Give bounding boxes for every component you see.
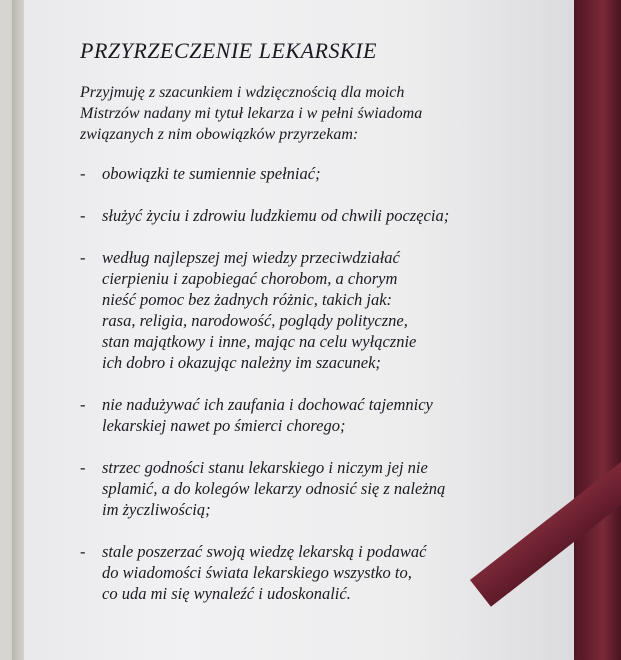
oath-title: PRZYRZECZENIE LEKARSKIE xyxy=(80,38,377,63)
vow-line: stale poszerzać swoją wiedzę lekarską i podawać xyxy=(102,542,427,561)
vow-line: obowiązki te sumiennie spełniać; xyxy=(102,164,321,183)
dash-marker: - xyxy=(80,164,86,183)
oath-text xyxy=(80,38,550,625)
vow-line: im życzliwością; xyxy=(102,500,211,519)
vow-item xyxy=(80,457,550,520)
vow-item xyxy=(80,163,550,184)
dash-marker: - xyxy=(80,395,86,414)
vow-line: co uda mi się wynaleźć i udoskonalić. xyxy=(102,584,351,603)
intro-line: Mistrzów nadany mi tytuł lekarza i w pełni świadoma xyxy=(80,105,423,122)
vow-line: do wiadomości świata lekarskiego wszystko to, xyxy=(102,563,412,582)
dash-marker: - xyxy=(80,542,86,561)
vow-item xyxy=(80,205,550,226)
intro-line: związanych z nim obowiązków przyrzekam: xyxy=(80,126,359,143)
dash-marker: - xyxy=(80,248,86,267)
vow-line: stan majątkowy i inne, mając na celu wyłącznie xyxy=(102,332,417,351)
vow-line: nie nadużywać ich zaufania i dochować tajemnicy xyxy=(102,395,433,414)
vow-line: strzec godności stanu lekarskiego i niczym jej nie xyxy=(102,458,428,477)
vow-line: rasa, religia, narodowość, poglądy polityczne, xyxy=(102,311,408,330)
intro-line: Przyjmuję z szacunkiem i wdzięcznością dla moich xyxy=(80,84,405,101)
vow-line: według najlepszej mej wiedzy przeciwdziałać xyxy=(102,248,400,267)
vow-line: splamić, a do kolegów lekarzy odnosić się z należną xyxy=(102,479,446,498)
dash-marker: - xyxy=(80,206,86,225)
oath-intro xyxy=(80,82,550,145)
vow-item xyxy=(80,541,550,604)
vow-line: nieść pomoc bez żadnych różnic, takich jak: xyxy=(102,290,393,309)
vow-list xyxy=(80,163,550,604)
vow-line: cierpieniu i zapobiegać chorobom, a chorym xyxy=(102,269,398,288)
card-edge xyxy=(12,0,24,660)
vow-line: lekarskiej nawet po śmierci chorego; xyxy=(102,416,346,435)
dash-marker: - xyxy=(80,458,86,477)
vow-line: ich dobro i okazując należny im szacunek; xyxy=(102,353,381,372)
vow-line: służyć życiu i zdrowiu ludzkiemu od chwili poczęcia; xyxy=(102,206,450,225)
vow-item xyxy=(80,394,550,436)
vow-item xyxy=(80,247,550,373)
